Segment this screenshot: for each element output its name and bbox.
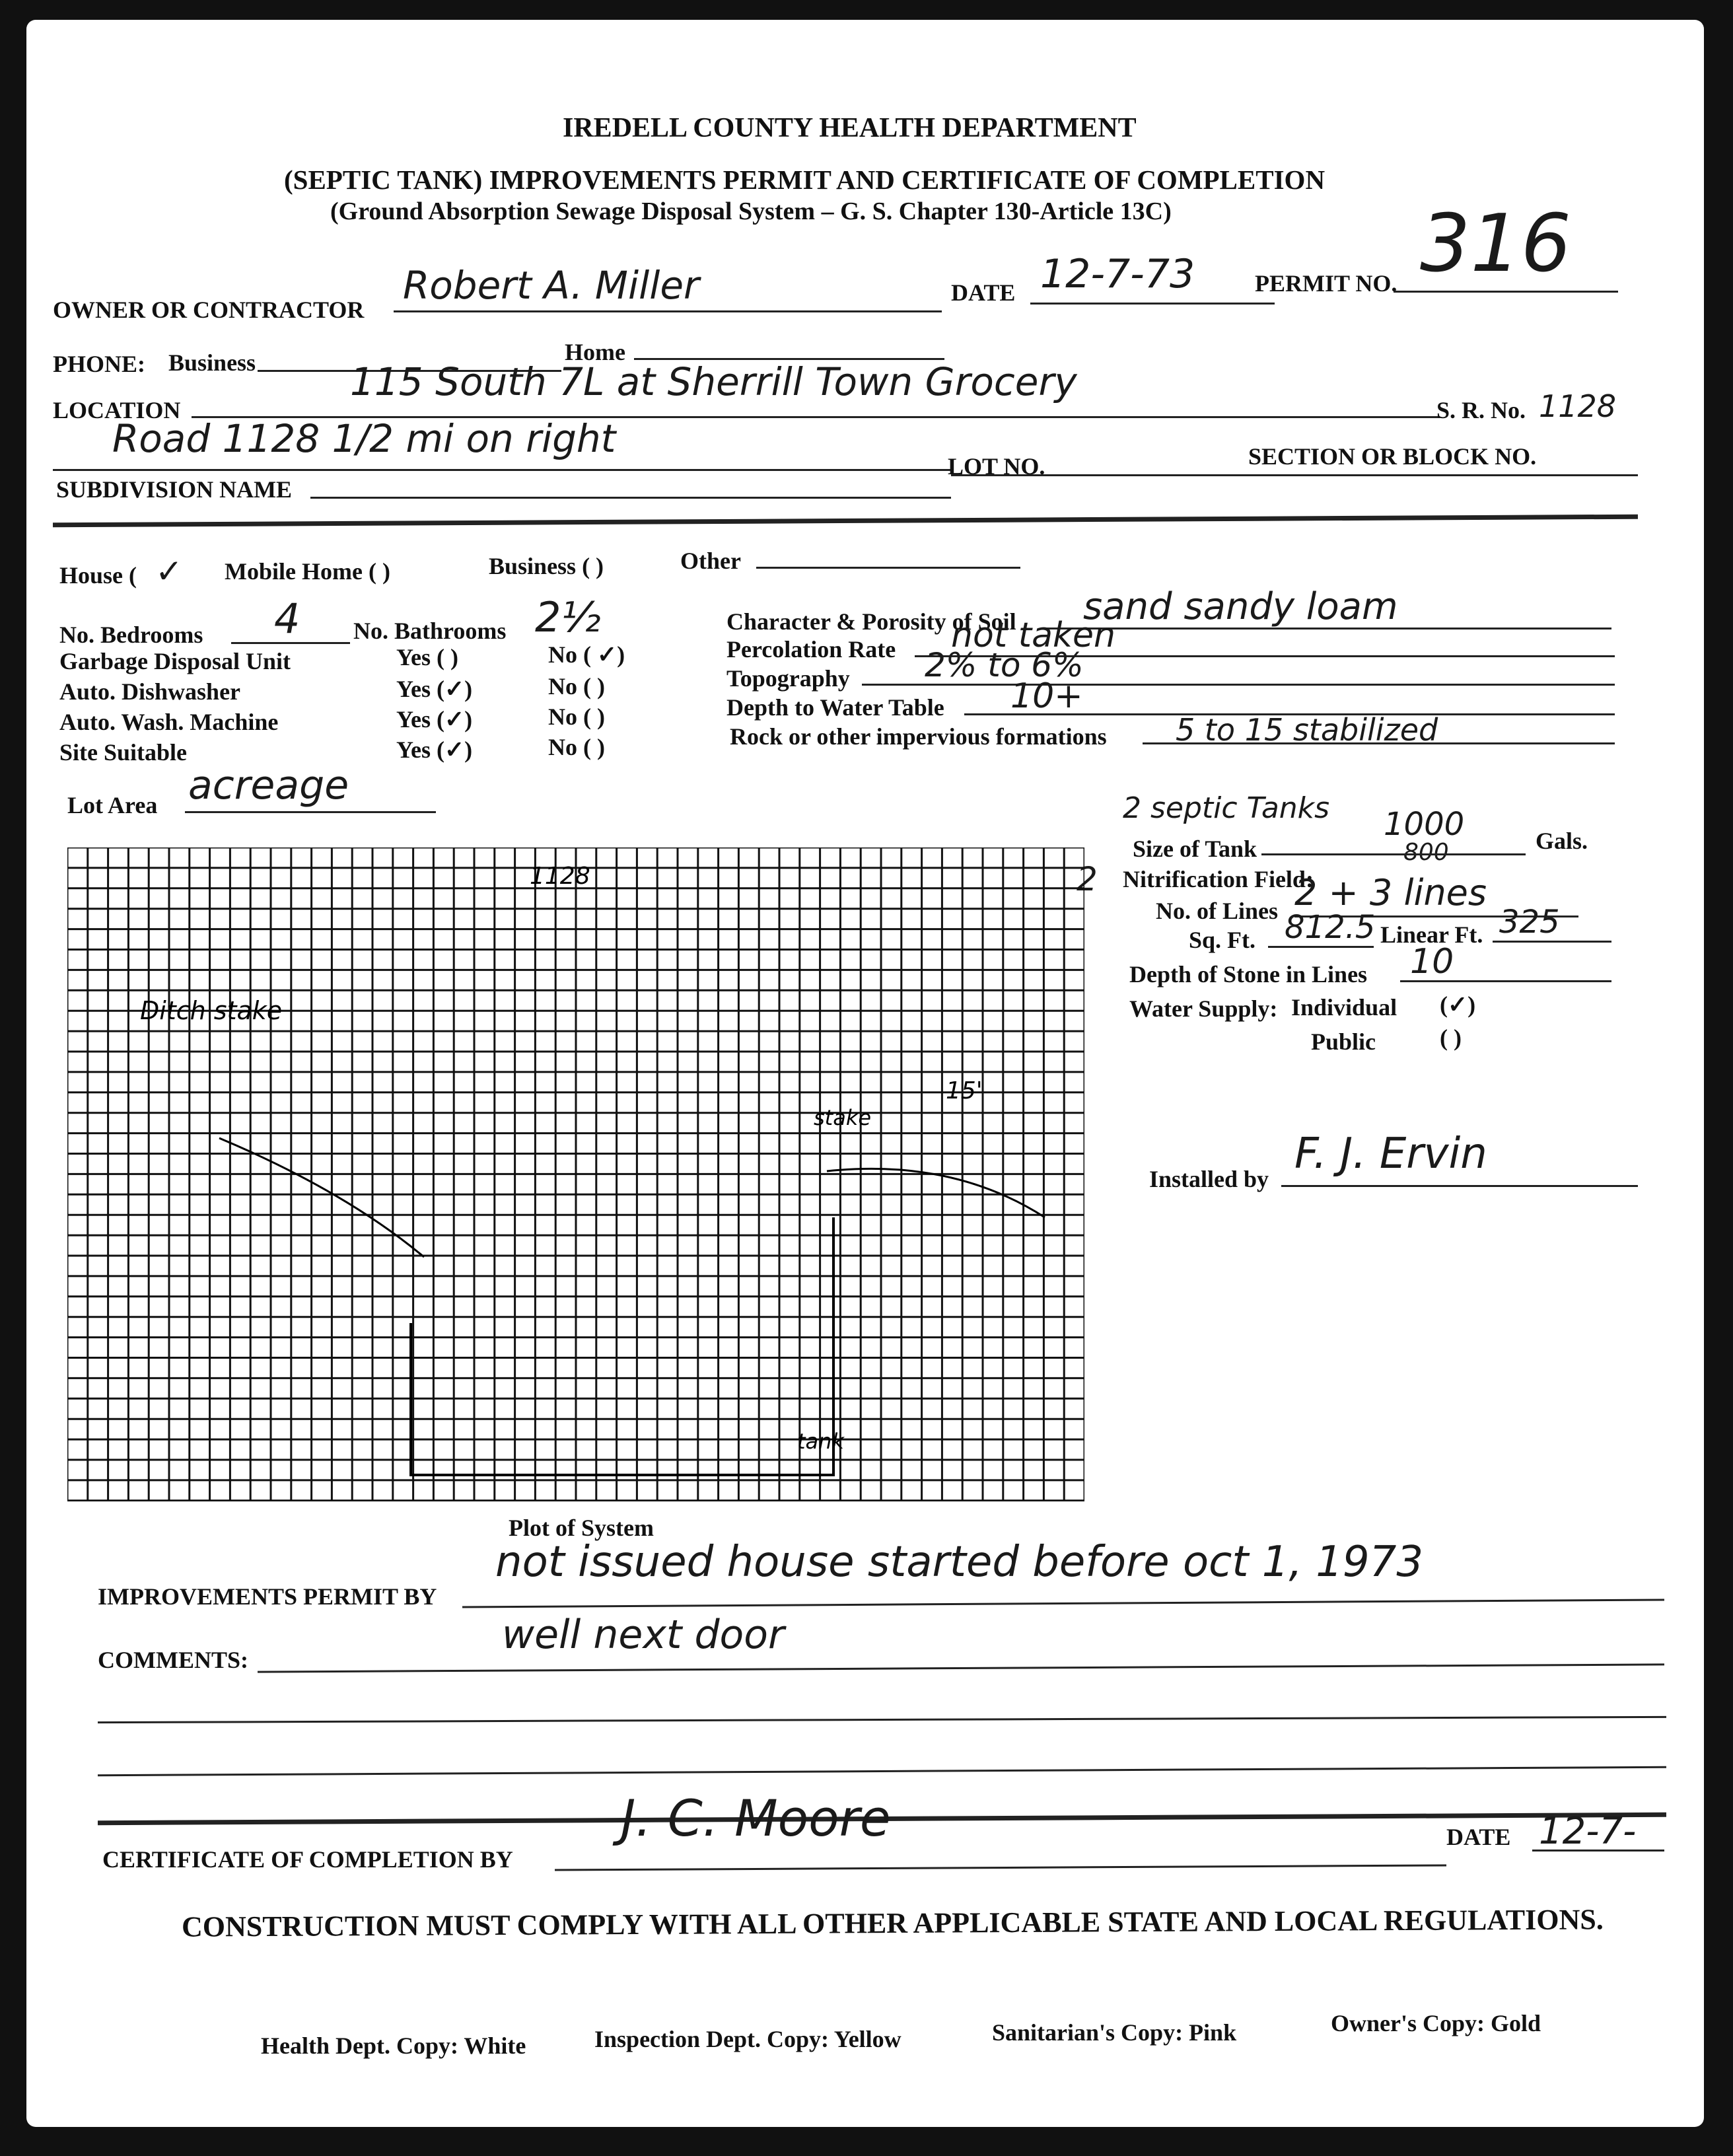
linear-ft-label: Linear Ft. — [1380, 921, 1483, 948]
sqft-line — [1268, 946, 1374, 948]
compliance-notice: CONSTRUCTION MUST COMPLY WITH ALL OTHER APPLICABLE STATE AND LOCAL REGULATIONS. — [181, 1903, 1604, 1943]
tank-size-value: 1000 — [1384, 806, 1465, 843]
comments-line-1 — [258, 1663, 1664, 1672]
perc-rate-value: not taken — [951, 616, 1116, 655]
certificate-date-value: 12-7- — [1539, 1810, 1637, 1853]
date-line — [1030, 303, 1275, 305]
water-supply-label: Water Supply: — [1129, 995, 1278, 1022]
nitrification-label: Nitrification Field: — [1123, 866, 1314, 892]
dishwasher-label: Auto. Dishwasher — [59, 678, 241, 705]
lot-area-label: Lot Area — [67, 792, 158, 818]
comments-value: well next door — [502, 1612, 785, 1658]
certificate-date-label: DATE — [1446, 1824, 1511, 1850]
comments-label: COMMENTS: — [98, 1647, 248, 1673]
individual-check: (✓) — [1440, 991, 1476, 1018]
permit-form — [26, 20, 1704, 2127]
gals-label: Gals. — [1536, 828, 1588, 854]
topography-line — [862, 684, 1615, 686]
installed-by-line — [1281, 1185, 1638, 1187]
water-table-value: 10+ — [1010, 676, 1083, 716]
copy-inspection: Inspection Dept. Copy: Yellow — [594, 2026, 902, 2052]
business-type-label: Business ( ) — [489, 553, 604, 579]
lines-value: 2 + 3 lines — [1294, 872, 1487, 914]
bathrooms-value: 2½ — [535, 593, 601, 641]
plot-stake-label: stake — [814, 1105, 872, 1130]
installed-by-value: F. J. Ervin — [1294, 1130, 1487, 1178]
bedrooms-line — [231, 642, 350, 644]
other-label: Other — [680, 548, 741, 574]
location-line-2 — [53, 469, 951, 471]
other-line — [756, 567, 1020, 569]
wash-machine-yes: Yes (✓) — [396, 706, 473, 733]
certificate-line — [555, 1864, 1446, 1871]
phone-business-label: Business — [168, 349, 256, 376]
rock-label: Rock or other impervious formations — [730, 723, 1107, 750]
bathrooms-label: No. Bathrooms — [353, 618, 507, 644]
plot-line-right — [827, 1168, 1045, 1217]
form-title: IREDELL COUNTY HEALTH DEPARTMENT — [563, 113, 1137, 143]
lines-label: No. of Lines — [1156, 898, 1279, 924]
public-check: ( ) — [1440, 1024, 1462, 1051]
site-suitable-no: No ( ) — [548, 734, 605, 760]
water-table-label: Depth to Water Table — [726, 694, 944, 721]
lot-area-value: acreage — [188, 762, 349, 808]
comments-line-3 — [98, 1766, 1666, 1776]
sr-value: 1128 — [1539, 388, 1617, 424]
form-subtitle: (SEPTIC TANK) IMPROVEMENTS PERMIT AND CERTIFICATE OF COMPLETION — [284, 164, 1326, 195]
dishwasher-no: No ( ) — [548, 673, 605, 700]
tank-size-line — [1261, 853, 1526, 855]
garbage-disposal-yes: Yes ( ) — [396, 644, 458, 670]
wash-machine-label: Auto. Wash. Machine — [59, 709, 279, 735]
mobile-home-label: Mobile Home ( ) — [225, 558, 390, 585]
certificate-date-line — [1532, 1850, 1664, 1851]
location-label: LOCATION — [53, 397, 181, 423]
stone-depth-value: 10 — [1410, 942, 1454, 982]
topography-label: Topography — [726, 665, 850, 692]
permit-value: 316 — [1420, 198, 1572, 290]
bedrooms-value: 4 — [274, 594, 301, 643]
garbage-disposal-label: Garbage Disposal Unit — [59, 648, 291, 674]
individual-label: Individual — [1291, 994, 1397, 1021]
comments-line-2 — [98, 1716, 1666, 1723]
soil-character-value: sand sandy loam — [1083, 585, 1398, 628]
sqft-value: 812.5 — [1285, 909, 1376, 946]
subdivision-label: SUBDIVISION NAME — [56, 476, 293, 503]
improvements-value: not issued house started before oct 1, 1973 — [495, 1538, 1424, 1587]
rock-line — [1143, 742, 1615, 744]
field-number: 2 — [1077, 860, 1098, 898]
copy-sanitarian: Sanitarian's Copy: Pink — [992, 2019, 1237, 2046]
bedrooms-label: No. Bedrooms — [59, 622, 203, 648]
installed-by-label: Installed by — [1149, 1166, 1269, 1192]
phone-label: PHONE: — [53, 351, 145, 377]
date-value: 12-7-73 — [1040, 251, 1195, 297]
lot-area-line — [185, 811, 436, 813]
soil-character-label: Character & Porosity of Soil — [726, 608, 1016, 635]
sr-label: S. R. No. — [1436, 397, 1526, 423]
site-suitable-label: Site Suitable — [59, 739, 188, 766]
plot-caption: Plot of System — [509, 1515, 654, 1541]
house-check: ✓ — [155, 552, 183, 591]
linear-ft-line — [1493, 941, 1611, 943]
tank-note: 2 septic Tanks — [1123, 791, 1330, 825]
stone-depth-line — [1400, 980, 1611, 982]
topography-value: 2% to 6% — [925, 646, 1084, 684]
plot-grid — [67, 847, 1084, 1501]
garbage-disposal-no: No ( ✓) — [548, 641, 625, 668]
section-line — [951, 474, 1638, 476]
owner-line — [394, 310, 942, 312]
permit-line — [1394, 291, 1618, 293]
permit-label: PERMIT NO. — [1255, 270, 1397, 297]
subdivision-line — [310, 497, 951, 499]
improvements-line — [462, 1599, 1664, 1608]
section-label: SECTION OR BLOCK NO. — [1248, 443, 1537, 470]
copy-health: Health Dept. Copy: White — [261, 2032, 526, 2059]
soil-character-line — [1043, 628, 1611, 629]
plot-tank-label: tank — [797, 1429, 844, 1454]
plot-road-label: 1128 — [530, 863, 590, 890]
copy-owner: Owner's Copy: Gold — [1331, 2010, 1541, 2036]
owner-value: Robert A. Miller — [403, 263, 699, 308]
phone-home-label: Home — [565, 339, 625, 365]
rock-value: 5 to 15 stabilized — [1176, 712, 1438, 748]
certificate-value: J. C. Moore — [621, 1789, 891, 1848]
site-suitable-yes: Yes (✓) — [396, 737, 473, 763]
wash-machine-no: No ( ) — [548, 703, 605, 730]
plot-distance-label: 15' — [946, 1077, 983, 1104]
date-label: DATE — [951, 279, 1016, 306]
perc-rate-label: Percolation Rate — [726, 636, 896, 663]
location-value-2: Road 1128 1/2 mi on right — [112, 416, 616, 461]
lot-label: LOT NO. — [948, 453, 1045, 480]
public-label: Public — [1311, 1028, 1376, 1055]
tank-size-label: Size of Tank — [1133, 836, 1257, 862]
dishwasher-yes: Yes (✓) — [396, 676, 473, 702]
certificate-label: CERTIFICATE OF COMPLETION BY — [102, 1846, 513, 1873]
sqft-label: Sq. Ft. — [1189, 927, 1256, 953]
house-label: House ( — [59, 562, 137, 589]
form-statute: (Ground Absorption Sewage Disposal System – G. S. Chapter 130-Article 13C) — [330, 198, 1172, 225]
improvements-label: IMPROVEMENTS PERMIT BY — [98, 1583, 437, 1610]
plot-ditch-label: Ditch stake — [140, 996, 283, 1025]
stone-depth-label: Depth of Stone in Lines — [1129, 961, 1368, 988]
tank-size-alt: 800 — [1403, 839, 1449, 866]
location-value-1: 115 South 7L at Sherrill Town Grocery — [350, 359, 1077, 404]
owner-label: OWNER OR CONTRACTOR — [53, 297, 365, 323]
section-divider — [53, 515, 1638, 528]
linear-ft-value: 325 — [1499, 904, 1560, 941]
